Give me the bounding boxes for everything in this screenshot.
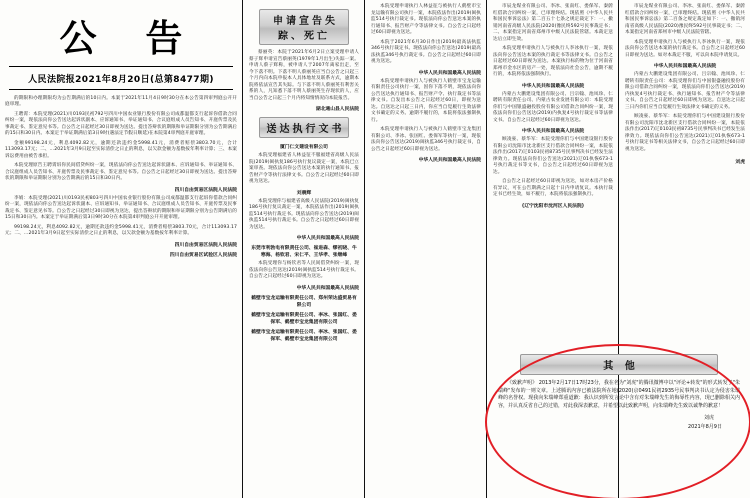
paragraph-2: 本院受理原告王聘霄诉你民间借贷纠纷一案，现依法向你公告送达起诉状副本、应诉通知书、举证通知书、合议庭组成人员告知书、开庭传票及民事裁定书、鉴定意见书等。自公告之日起经过30日即视为送达。提出答辩状的期限和举证期限分别为公告期满后的15日和30日内。 (5, 163, 237, 182)
apology-statement-text: 《致歉声明》 2013年2月17日17时23分，我在名为"刘虎"的腾讯微博中以"评论+转发"的形式转发了"朱瑞峰"发布的一则文章。上述腾讯内容已被法院所在地(2020)京0491民初2935号民事判决书认定为侵害朱瑞峰的名誉权。现我向朱瑞峰郑重道歉：我认识到所发言论中含有对朱瑞峰先生的侮辱性内容，现已删除相关内容，并认真反省自己的过错，对此我深表歉意，并希望以此致歉声明，向朱瑞峰先生致以诚挚的歉意！ (498, 380, 740, 409)
paragraph-dongguan: 本院受理你与杨钦君等人民间借贷纠纷一案，现依法向你公告送达(2019)闽执监514号执行裁定书。自公告之日起经过60日即视为送达。 (249, 261, 359, 280)
section-head-service-docs: 送达执行文书 (259, 117, 349, 138)
court-name-c4-3: (辽宁沈阳市沈河区人民法院) (522, 203, 584, 209)
column-2 (244, 0, 365, 498)
paragraph-1: 王聘霄：本院受理(2021)川0193民初792号四川中国农业银行股份有限公司成都温都支行起诉你借款合同纠纷一案，现依法向你公告送达起诉状副本、应诉通知书、举证通知书、合议庭组成人员告知书、开庭传票及民事裁定书、鉴定意见书等。自公告之日起经过30日即视为送达。提出答辩状的期限和举证期限分别为公告期满后的15日和30日内。本案定于举证期满后第3日9时(遇法定节假日顺延)在本院第4审判庭开庭审理。 (5, 111, 237, 137)
paragraph-c5-1: 市辰龙煤业有限公司、李冰、张南红、娄保军、秦蔚红借款合同纠纷一案，已审理终结。现依照《中华人民共和国民事诉讼法》第二百条之规定裁定如下：一、撤销河南省高级人民法院(2020)豫民终592号民事裁定书；二、本案指定河南省郑州市中级人民法院管辖。 (625, 4, 745, 36)
paragraph-3: 李娟：本院受理(2021)川0193民初803号四川中国农业银行股份有限公司成都温都支行起诉你借款合同纠纷一案，现依法向你公告送达起诉状副本、应诉通知书、举证通知书、合议庭组成人员告知书、开庭传票及民事裁定书、鉴定意见书等。自公告之日起经过30日即视为送达，提出答辩状的期限和举证期限分别为公告期满后的15日和30日内。本案定于举证期满后第3日9时30分在本院第4审判庭公开开庭审理。 (5, 195, 237, 221)
paragraph-c4-2: 本院受理申请执行人与被执行人李冰执行一案，现依法向你公告送达本案的执行裁定书等法律文书。自公告之日起经过60日即视为送达。本案执行标的物为位于河南省郑州市金水区的房产一处，现依法向社会公告，逾期不履行的，本院将依法强制执行。 (493, 46, 613, 78)
paragraph-c4-4: 顾凌豪、蔡华军：本院受理你们与中国建设银行股份有限公司沈阳市沈北新区支行借款合同纠纷一案，本院依法作出(2017)辽0103民初8735号民事判决书已经发生法律效力。现依法向你们公告送达(2021)辽01执恢673-1号执行裁定书等文书，自公告之日起经过60日即视为送达。 (493, 137, 613, 175)
court-name-c5-1: 中华人民共和国最高人民法院 (653, 64, 717, 70)
court-name-1: 四川自由贸易区法院人民法院 (174, 187, 237, 193)
paragraph-c4-3: 内蒙古大鹏建设集团有限公司、吕宗翰、池凤珍、仁聘转有限责任公司、内蒙古农业发展有限公司：本院受理你们与中国银盛融投股份有限公司借款合同纠纷一案，现依法向你们公告送达(2019)内执复4号执行裁定书等法律文书。自公告之日起经过60日即视为送达。 (493, 91, 613, 123)
party-name-hebi-3: 鹤壁市宝龙运输有限责任公司、李冰、张国红、娄保军、鹤壁市宝龙集团有限公司 (251, 329, 357, 342)
page-title: 公 告 (59, 16, 201, 60)
court-name-2: 四川自由贸易区法院人民法院 (174, 242, 237, 248)
party-name-hebi-1: 鹤壁市宝龙运输有限责任公司、郑州荣达盛贸易有限公司 (251, 295, 357, 308)
paragraph-c3-4: 本院受理申请执行人与被执行人鹤壁市宝龙集团有限公司、李冰、张国红、娄保军等执行一案，现依法向你公告送达(2019)闽执监346号执行裁定书，自公告之日起经过60日即视为送达。 (371, 127, 481, 152)
section-head-missing-death: 申请宣告失踪、死亡 (259, 9, 349, 45)
column-3 (366, 0, 487, 498)
paragraph-intro: 的期限和办理期限均为公告期满后的10日内。本案于2021年11月4日9时30分在本公告第四审判庭公开开庭审理。 (5, 95, 237, 108)
party-name-dongguan: 东莞市利勃电有限责任公司、崔进森、缪初晓、牛寒海、杨钦君、宋仁平、王华孝、张继峰 (251, 246, 357, 259)
masthead (5, 4, 237, 90)
court-name-hubei: 湖北通山县人民法院 (315, 107, 359, 113)
paragraph-c4-5: 自公告之日起经过60日即视为送达，如对本房产价格有异议，可在公告期满之日起十日内申请复议。本执行裁定书已经生效，如不履行，本院将依法强制执行。 (493, 179, 613, 198)
masthead-divider-2 (9, 89, 233, 90)
masthead-subtitle: 人民法院报2021年8月20日(总第8477期) (28, 74, 214, 85)
paragraph-amounts-1: 金额99198.24元，利息4092.82元，逾期还款违约金5998.41元，消费者赔偿3803.70元，合计113093.17元；二、…2021年3月9日起至实际清偿之日止的利息，以欠款金额为基数按年利率计算；三、本案诉讼费用由被告承担。 (5, 140, 237, 159)
court-name-supreme-2: 中华人民共和国最高人民法院 (296, 285, 359, 291)
masthead-divider (9, 66, 233, 67)
paragraph-amounts-2: 99198.24元，利息4092.82元，逾期还款违约金5998.41元，消费者赔偿3803.70元，合计113093.17元；二、…2021年3月9日起至实际清偿之日止的利息，以欠款金额为基数按年利率计算。 (5, 224, 237, 237)
signature-name-c5: 刘虎 (735, 160, 745, 166)
paragraph-missing-1: 蔡丽英：本院于2021年6月2日立案受理申请人蔡子辉申请宣告蔡丽英(1979年1月出生)失踪一案。申请人蔡子辉称，被申请人于2007年离家出走，至今下落不明。下落不明人蔡丽英应当自公告之日起三个月内向本院申报本人具体地址及联系方式，逾期本院将依法宣告其失踪。与下落不明人蔡丽英有利害关系的人，凡知悉下落不明人蔡丽英生存现状的人，应当自公告之日起三个月内将知情情况向本院报告。 (249, 50, 359, 101)
paragraph-c5-3: 内蒙古大鹏建设集团有限公司、吕宗翰、池凤珍、仁聘转有限责任公司：本院受理你们与中国银盛融投股份有限公司借款合同纠纷一案，现依法向你们公告送达(2019)内执复4号执行裁定书、执行通知书、报告财产令等法律文书。自公告之日起经过60日即视为送达。自送达之日起三日内你们应当自觉履行生效法律文书确定的义务。 (625, 72, 745, 110)
paragraph-xiamen: 本院受理福建省人林益征不服福建省高级人民法院(2019)闽执复186号执行复议裁定一案，本院已立案审查。现依法向你公告送达本案的执行通知书、报告财产令等执行法律文书。自公告之日起经过60日即视为送达。 (249, 153, 359, 185)
other-notice-block (492, 352, 746, 492)
party-name-xiamen: 厦门仁文建设有限公司 (280, 145, 328, 151)
court-name-c3-2: 中华人民共和国最高人民法院 (418, 158, 481, 164)
paragraph-c3-2: 本院于2021年6月30日作出(2019)最高法执监346号执行裁定书。现依法向你公告送达(2019)最高法执监346号执行裁定书。自公告之日起经过60日即视为送达。 (371, 39, 481, 65)
section-head-other: 其 他 (520, 354, 718, 375)
court-name-3: 四川自由贸易区试验区人民法院 (169, 252, 237, 258)
apology-date: 2021年8月9日 (687, 424, 722, 430)
party-name-hebi-2: 鹤壁市宝龙运输有限责任公司、李冰、张国红、娄保军、鹤壁市宝龙集团有限公司 (251, 312, 357, 325)
court-name-supreme-1: 中华人民共和国最高人民法院 (296, 236, 359, 242)
paragraph-liuchen: 本院受理你与福建省高级人民法院(2019)闽执复186号执行复议裁定一案，本院依法作出(2019)闽执监514号执行裁定书。现依法向你公告送达(2019)闽执监514号执行裁定书。自公告之日起经过60日即视为送达。 (249, 198, 359, 230)
paragraph-c3-1: 本院受理申请执行人林益征与被执行人鹤壁市宝龙运输有限公司执行一案，本院依法作出(2019)闽执监514号执行裁定书。现依法向你公告送达本案的执行通知书、报告财产令等法律文书。自公告之日起经过60日即视为送达。 (371, 4, 481, 36)
paragraph-c4-1: 市辰龙煤业有限公司、李冰、张南红、娄保军、秦蔚红借款合同纠纷一案，已审理终结。现依照《中华人民共和国民事诉讼法》第二百五十七条之规定裁定下：一、撤销河南省高级人民法院(2020)豫民终592号民事裁定书；二、本案指定河南省郑州市中级人民法院管辖。本裁定送达后立即生效。 (493, 4, 613, 42)
court-name-c3-1: 中华人民共和国最高人民法院 (418, 70, 481, 76)
paragraph-c5-2: 本院受理申请执行人与被执行人李冰执行一案，现依法向你公告送达本案的执行裁定书。自公告之日起经过60日即视为送达。如对本裁定不服，可以向本院申请复议。 (625, 39, 745, 58)
court-name-c4-2: 中华人民共和国最高人民法院 (521, 129, 585, 135)
party-name-liuchen: 刘晨辉 (296, 190, 312, 196)
apology-signature: 刘虎 (703, 415, 714, 421)
column-1 (0, 0, 243, 498)
court-name-c4-1: 中华人民共和国最高人民法院 (521, 83, 585, 89)
paragraph-c3-3: 本院受理申请执行人与被执行人鹤壁市宝龙运输有限责任公司执行一案，因你下落不明，现依法向你公告送达执行通知书、报告财产令、执行裁定书等法律文书。自发出本公告之日起经过60日，即视为送达。自送达之日起三日内，你应当自觉履行生效法律文书确定的义务。逾期不履行的，本院将依法强制执行。 (371, 78, 481, 123)
paragraph-c5-4: 顾凌豪、蔡华军：本院受理你们与中国建设银行股份有限公司沈阳市沈北新区支行借款合同纠纷一案，本院依法作出(2017)辽0103民初8735号民事判决书已经发生法律效力。现依法向你们公告送达(2021)辽01执恢673-1号执行裁定书等相关法律文书，自公告之日起经过60日即视为送达。 (625, 114, 745, 152)
